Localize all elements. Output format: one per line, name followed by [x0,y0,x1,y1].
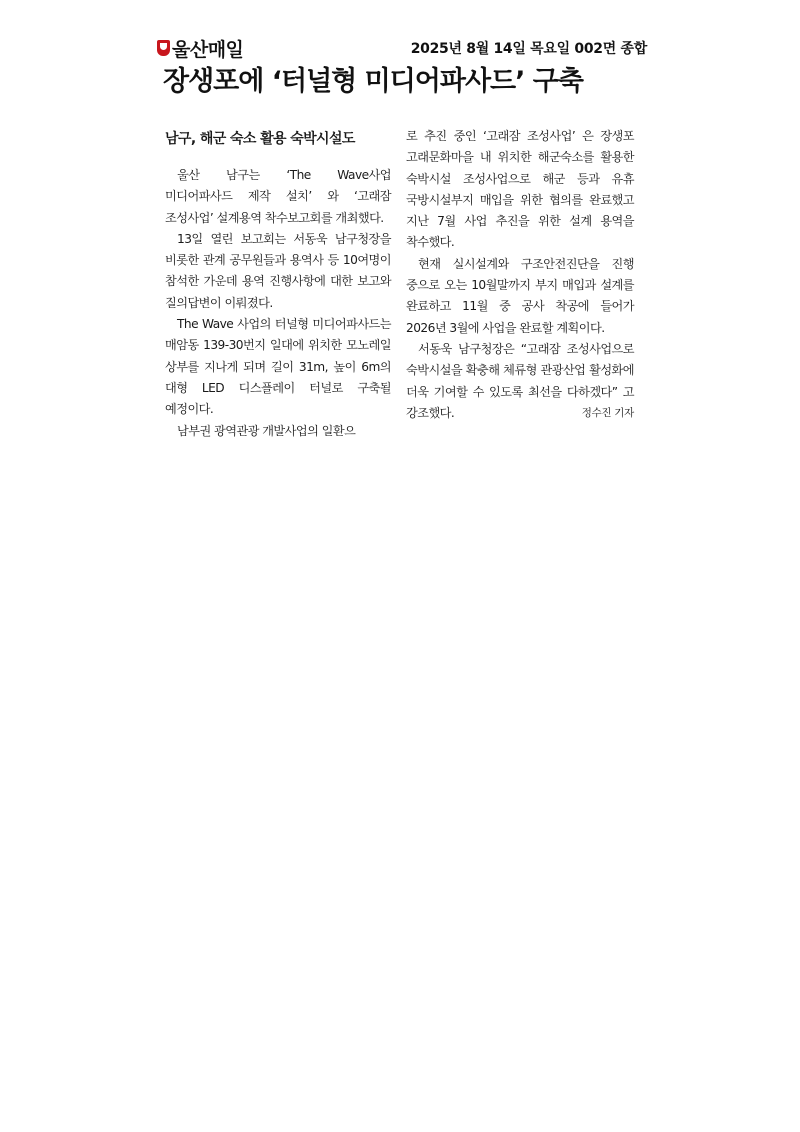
headline: 장생포에 ‘터널형 미디어파사드’ 구축 [163,66,583,97]
article-paragraph-continued: 로 추진 중인 ‘고래잠 조성사업’ 은 장생포 고래문화마을 내 위치한 해군숙소를 활용한 숙박시설 조성사업으로 해군 등과 유휴 국방시설부지 매입을 위한 협의를 완료했고 지난 7월 사업 추진을 위한 설계 용역을 착수했다. [406,129,634,250]
logo-mark-icon [157,40,170,56]
article-paragraph: 남부권 광역관광 개발사업의 일환으 [177,423,356,438]
article-column-left [165,126,391,442]
article-column-right [406,126,634,424]
byline: 정수진 기자 [581,406,634,419]
logo-text: 울산매일 [172,38,244,61]
closing-paragraph-container [406,339,634,424]
article-paragraph: 현재 실시설계와 구조안전진단을 진행 중으로 오는 10월말까지 부지 매입과 설계를 완료하고 11월 중 공사 착공에 들어가 2026년 3월에 사업을 완료할 계획이다. [406,256,634,335]
closing-quote-text: 서동욱 남구청장은 “고래잠 조성사업으로 숙박시설을 확충해 체류형 관광산업 활성화에 더욱 기여할 수 있도록 최선을 다하겠다” 고 강조했다. [406,341,634,420]
dateline: 2025년 8월 14일 목요일 002면 종합 [410,41,647,57]
subheadline: 남구, 해군 숙소 활용 숙박시설도 [165,131,355,147]
article-paragraph: 울산 남구는 ‘The Wave사업 미디어파사드 제작 설치’ 와 ‘고래잠 조성사업’ 설계용역 착수보고회를 개최했다. [165,168,391,225]
article-paragraph: The Wave 사업의 터널형 미디어파사드는 매암동 139-30번지 일대에 위치한 모노레일 상부를 지나게 되며 길이 31m, 높이 6m의 대형 LED 디스플레이 터널로 구축될 예정이다. [165,317,391,417]
article-paragraph: 13일 열린 보고회는 서동욱 남구청장을 비롯한 관계 공무원들과 용역사 등 10여명이 참석한 가운데 용역 진행사항에 대한 보고와 질의답변이 이뤄졌다. [165,231,391,310]
masthead [157,34,647,62]
newspaper-logo [157,34,243,62]
